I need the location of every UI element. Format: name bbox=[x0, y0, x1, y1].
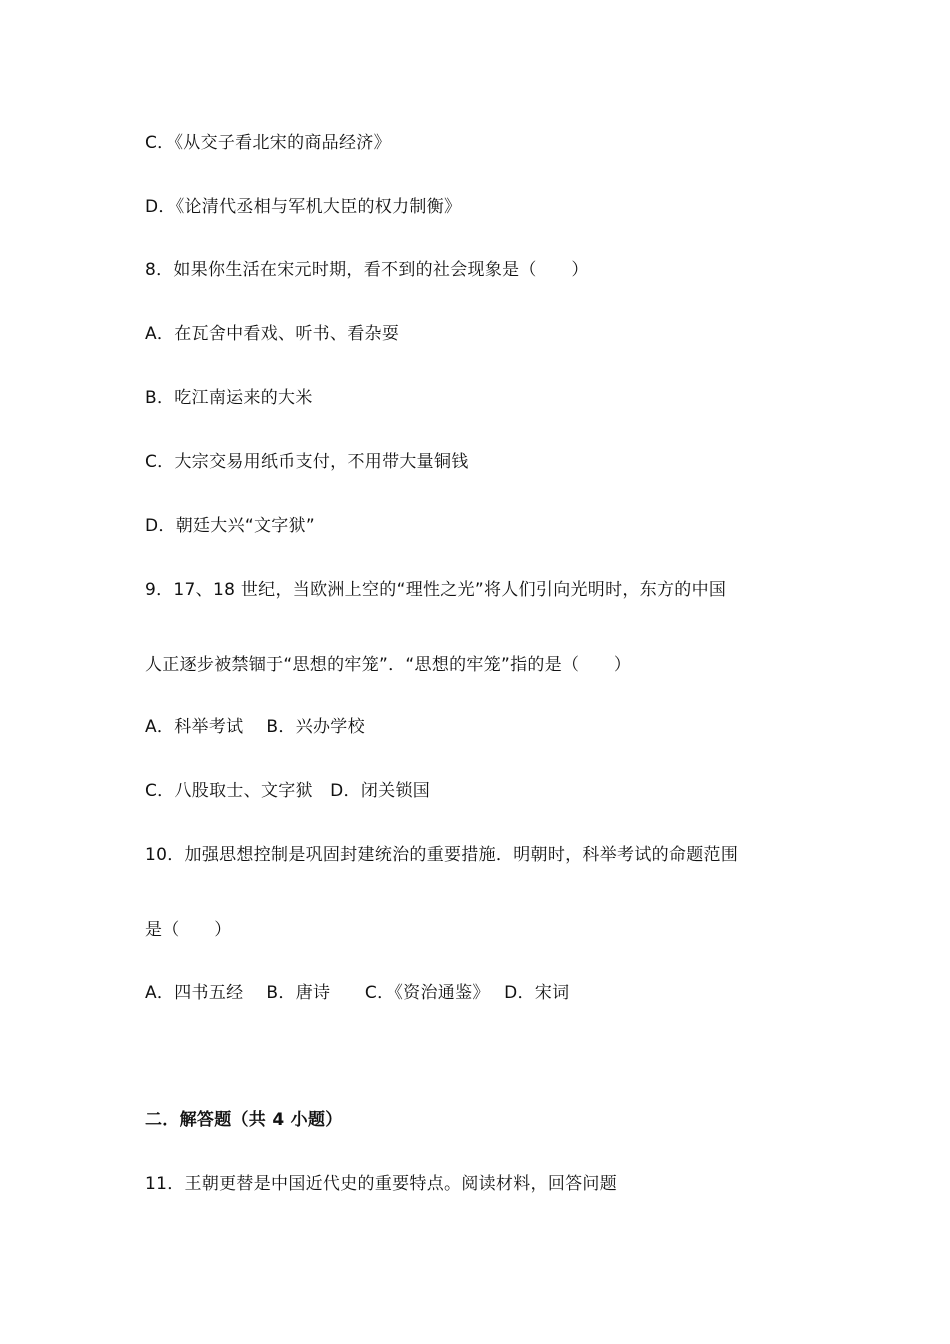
section-2-heading: 二．解答题（共 4 小题） bbox=[145, 1110, 343, 1130]
question-10-options: A．四书五经 B．唐诗 C．《资治通鉴》 D．宋词 bbox=[145, 983, 570, 1003]
question-10-stem-line-2: 是（ ） bbox=[145, 920, 232, 940]
question-8-option-b: B．吃江南运来的大米 bbox=[145, 388, 313, 408]
question-8-option-a: A．在瓦舍中看戏、听书、看杂耍 bbox=[145, 324, 400, 344]
question-8-stem: 8．如果你生活在宋元时期，看不到的社会现象是（ ） bbox=[145, 260, 589, 280]
question-11-stem: 11．王朝更替是中国近代史的重要特点。阅读材料，回答问题 bbox=[145, 1174, 618, 1194]
question-10-stem-line-1: 10．加强思想控制是巩固封建统治的重要措施．明朝时，科举考试的命题范围 bbox=[145, 845, 739, 865]
question-9-options-ab: A．科举考试 B．兴办学校 bbox=[145, 717, 365, 737]
question-7-option-c: C．《从交子看北宋的商品经济》 bbox=[145, 133, 391, 153]
question-9-stem-line-1: 9．17、18 世纪，当欧洲上空的“理性之光”将人们引向光明时，东方的中国 bbox=[145, 580, 727, 600]
question-9-stem-line-2: 人正逐步被禁锢于“思想的牢笼”．“思想的牢笼”指的是（ ） bbox=[145, 655, 632, 675]
question-9-options-cd: C．八股取士、文字狱 D．闭关锁国 bbox=[145, 781, 431, 801]
question-8-option-c: C．大宗交易用纸币支付，不用带大量铜钱 bbox=[145, 452, 469, 472]
question-7-option-d: D．《论清代丞相与军机大臣的权力制衡》 bbox=[145, 197, 462, 217]
question-8-option-d: D．朝廷大兴“文字狱” bbox=[145, 516, 316, 536]
